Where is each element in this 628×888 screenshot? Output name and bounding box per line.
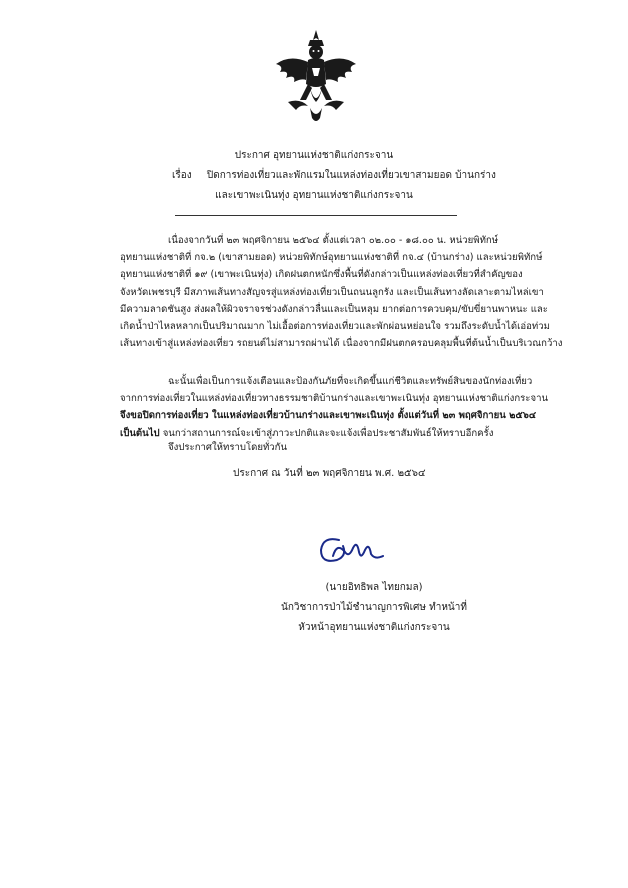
garuda-emblem-icon [270, 28, 362, 128]
announcement-date: ประกาศ ณ วันที่ ๒๓ พฤศจิกายน พ.ศ. ๒๕๖๔ [233, 468, 426, 479]
signer-name: (นายอิทธิพล ไทยกมล) [325, 582, 423, 593]
closure-statement: จึงขอปิดการท่องเที่ยว ในแหล่งท่องเที่ยวบ้านกร่างและเขาพะเนินทุ่ง ตั้งแต่วันที่ ๒๓ พฤศจิกายน ๒๕๖๔ [120, 410, 537, 422]
paragraph-closure [120, 373, 549, 442]
paragraph-line: มีความลาดชันสูง ส่งผลให้ผิวจราจรช่วงดังกล่าวลื่นและเป็นหลุม ยากต่อการควบคุม/ขับขี่ยานพาหนะ และ [120, 303, 548, 315]
paragraph-line: ฉะนั้นเพื่อเป็นการแจ้งเตือนและป้องกันภัยที่จะเกิดขึ้นแก่ชีวิตและทรัพย์สินของนักท่องเที่ยว [168, 376, 533, 387]
divider [175, 215, 457, 216]
subject-continuation: และเขาพะเนินทุ่ง อุทยานแห่งชาติแก่งกระจาน [215, 190, 413, 201]
paragraph-line: จึงประกาศให้ทราบโดยทั่วกัน [168, 442, 288, 453]
paragraph-line: เกิดน้ำป่าไหลหลากเป็นปริมาณมาก ไม่เอื้อต่อการท่องเที่ยวและพักผ่อนหย่อนใจ รวมถึงระดับน้ำได้เอ่อท่วม [120, 321, 550, 333]
subject-text: ปิดการท่องเที่ยวและพักแรมในแหล่งท่องเที่ยวเขาสามยอด บ้านกร่าง [206, 170, 496, 181]
signer-position: นักวิชาการป่าไม้ชำนาญการพิเศษ ทำหน้าที่ [281, 602, 467, 613]
closure-remark: จนกว่าสถานการณ์จะเข้าสู่ภาวะปกติและจะแจ้งเพื่อประชาสัมพันธ์ให้ทราบอีกครั้ง [159, 427, 494, 439]
signer-role: หัวหน้าอุทยานแห่งชาติแก่งกระจาน [298, 622, 450, 633]
paragraph-line: จังหวัดเพชรบุรี มีสภาพเส้นทางสัญจรสู่แหล่งท่องเที่ยวเป็นถนนลูกรัง และเป็นเส้นทางลัดเลาะตามไหล่เขา [120, 286, 544, 298]
paragraph-line: เนื่องจากวันที่ ๒๓ พฤศจิกายน ๒๕๖๔ ตั้งแต่เวลา ๐๒.๐๐ - ๑๘.๐๐ น. หน่วยพิทักษ์ [168, 235, 499, 246]
announcement-title: ประกาศ อุทยานแห่งชาติแก่งกระจาน [234, 150, 394, 161]
paragraph-notice [120, 439, 520, 456]
closure-effective: เป็นต้นไป [120, 427, 160, 439]
paragraph-line: จากการท่องเที่ยวในแหล่งท่องเที่ยวทางธรรมชาติบ้านกร่างและเขาพะเนินทุ่ง อุทยานแห่งชาติแก่งกระจาน [120, 393, 549, 405]
paragraph-reason [120, 232, 563, 352]
paragraph-line: อุทยานแห่งชาติที่ ๑๙ (เขาพะเนินทุ่ง) เกิดฝนตกหนักซึ่งพื้นที่ดังกล่าวเป็นแหล่งท่องเที่ยวที่สำคัญของ [120, 269, 523, 281]
signature-icon [313, 530, 395, 570]
subject-label: เรื่อง [172, 170, 192, 181]
paragraph-line: อุทยานแห่งชาติที่ กจ.๒ (เขาสามยอด) หน่วยพิทักษ์อุทยานแห่งชาติที่ กจ.๔ (บ้านกร่าง) และหน่วยพิทักษ์ [120, 252, 543, 264]
subject-line [172, 168, 496, 183]
paragraph-line: เส้นทางเข้าสู่แหล่งท่องเที่ยว รถยนต์ไม่สามารถผ่านได้ เนื่องจากมีฝนตกครอบคลุมพื้นที่ต้นน้ำเป็นบริเวณกว้าง [120, 338, 563, 350]
